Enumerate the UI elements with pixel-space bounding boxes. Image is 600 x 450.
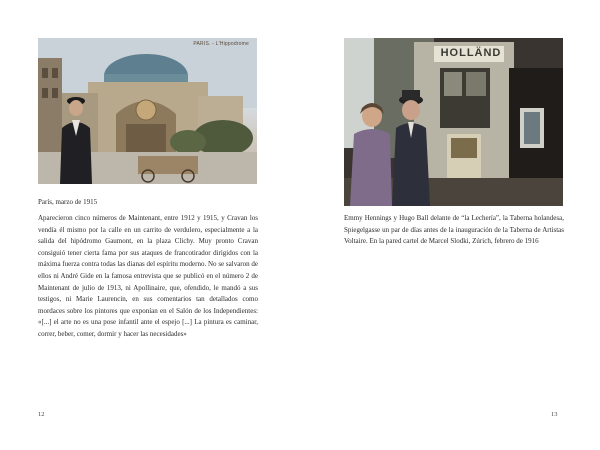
page-number-left: 12 [38,411,45,418]
taberna-photo [344,38,563,206]
hippodrome-photo [38,38,257,184]
left-photo-caption: París, marzo de 1915 [38,198,98,206]
page-number-right: 13 [551,411,558,418]
taberna-illustration [344,38,563,206]
holland-sign: HOLLÄND [440,47,502,59]
hippodrome-illustration [38,38,257,184]
right-photo-caption: Emmy Hennings y Hugo Ball delante de “la Lechería”, la Taberna holandesa, Spiegelgasse un par de días antes de la inauguración de la Taberna de Artistas Voltaire. En la pared cartel de Marcel Slodki, Zúrich, febrero de 1916 [344,214,564,246]
left-body-text: Aparecieron cinco números de Maintenant, entre 1912 y 1915, y Cravan los vendía él mismo por la calle en un carrito de verdulero, especialmente a la salida del hipódromo Gaumont, en la plaza Clichy. Muy pronto Cravan consiguió tener cierta fama por sus ataques de francotirador dirigidos con la máxima fuerza contra todas las dianas del espíritu moderno. No se salvaron de ellos ni André Gide en la famosa entrevista que se publicó en el número 2 de Maintenant de julio de 1913, ni Apollinaire, que, ofendido, le mandó a sus testigos, ni Marie Laurencin, en sus comentarios tan detallados como mordaces sobre los pintores que exponían en el Salón de los Independientes: «[...] el arte no es una pose infantil ante el espejo [...] La pintura es caminar, correr, beber, comer, dormir y hacer las necesidades» [38,214,258,338]
photo-overlay-text: PARIS. - L'Hippodrome [193,41,249,47]
